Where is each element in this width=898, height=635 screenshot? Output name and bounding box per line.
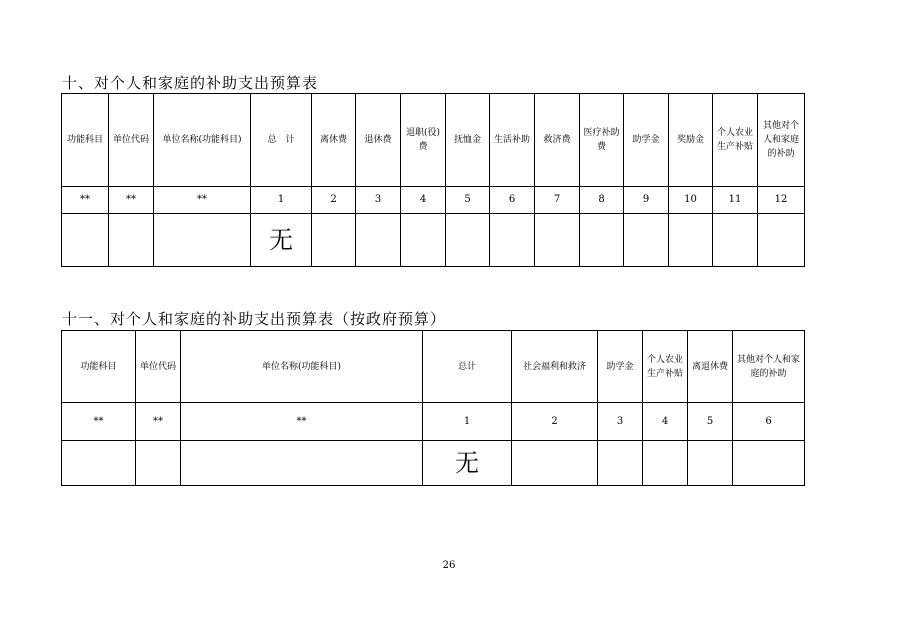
data-cell bbox=[446, 214, 490, 267]
code-cell: 2 bbox=[512, 403, 598, 441]
data-cell bbox=[401, 214, 446, 267]
code-cell: 4 bbox=[643, 403, 688, 441]
empty-indicator: 无 bbox=[423, 441, 512, 486]
header-cell: 单位名称(功能科目) bbox=[154, 94, 251, 187]
code-cell: 11 bbox=[713, 187, 758, 214]
header-cell: 单位名称(功能科目) bbox=[181, 331, 423, 403]
data-cell bbox=[598, 441, 643, 486]
empty-indicator: 无 bbox=[251, 214, 312, 267]
code-cell: ** bbox=[154, 187, 251, 214]
table2-data-row bbox=[62, 441, 805, 486]
code-cell: 9 bbox=[624, 187, 669, 214]
code-cell: 6 bbox=[490, 187, 535, 214]
table1-code-row bbox=[62, 187, 805, 214]
data-cell bbox=[490, 214, 535, 267]
data-cell bbox=[535, 214, 580, 267]
table2-code-row bbox=[62, 403, 805, 441]
code-cell: ** bbox=[62, 403, 136, 441]
table2 bbox=[61, 330, 805, 486]
data-cell bbox=[643, 441, 688, 486]
code-cell: ** bbox=[136, 403, 181, 441]
data-cell bbox=[109, 214, 154, 267]
code-cell: 3 bbox=[356, 187, 401, 214]
code-cell: 5 bbox=[688, 403, 733, 441]
code-cell: 7 bbox=[535, 187, 580, 214]
table2-title: 十一、对个人和家庭的补助支出预算表（按政府预算） bbox=[62, 310, 447, 328]
code-cell: 2 bbox=[312, 187, 356, 214]
data-cell bbox=[154, 214, 251, 267]
header-cell: 单位代码 bbox=[109, 94, 154, 187]
data-cell bbox=[580, 214, 624, 267]
header-cell: 救济费 bbox=[535, 94, 580, 187]
table1-title: 十、对个人和家庭的补助支出预算表 bbox=[62, 74, 319, 92]
code-cell: ** bbox=[181, 403, 423, 441]
data-cell bbox=[758, 214, 805, 267]
data-cell bbox=[713, 214, 758, 267]
data-cell bbox=[62, 441, 136, 486]
code-cell: 5 bbox=[446, 187, 490, 214]
header-cell: 助学金 bbox=[598, 331, 643, 403]
data-cell bbox=[512, 441, 598, 486]
header-cell: 功能科目 bbox=[62, 331, 136, 403]
data-cell bbox=[733, 441, 805, 486]
page-number: 26 bbox=[442, 560, 456, 571]
header-cell: 生活补助 bbox=[490, 94, 535, 187]
data-cell bbox=[62, 214, 109, 267]
header-cell: 功能科目 bbox=[62, 94, 109, 187]
header-cell: 离退休费 bbox=[688, 331, 733, 403]
table1 bbox=[61, 93, 805, 267]
table1-data-row bbox=[62, 214, 805, 267]
data-cell bbox=[136, 441, 181, 486]
header-cell: 抚恤金 bbox=[446, 94, 490, 187]
table1-header-row bbox=[62, 94, 805, 187]
code-cell: 12 bbox=[758, 187, 805, 214]
code-cell: 10 bbox=[669, 187, 713, 214]
code-cell: ** bbox=[109, 187, 154, 214]
data-cell bbox=[356, 214, 401, 267]
header-cell: 总计 bbox=[423, 331, 512, 403]
header-cell: 其他对个人和家庭的补助 bbox=[758, 94, 805, 187]
code-cell: 1 bbox=[251, 187, 312, 214]
code-cell: 6 bbox=[733, 403, 805, 441]
table2-header-row bbox=[62, 331, 805, 403]
header-cell: 医疗补助费 bbox=[580, 94, 624, 187]
data-cell bbox=[688, 441, 733, 486]
code-cell: 3 bbox=[598, 403, 643, 441]
header-cell: 助学金 bbox=[624, 94, 669, 187]
header-cell: 个人农业生产补贴 bbox=[643, 331, 688, 403]
code-cell: 4 bbox=[401, 187, 446, 214]
header-cell: 退休费 bbox=[356, 94, 401, 187]
data-cell bbox=[669, 214, 713, 267]
data-cell bbox=[181, 441, 423, 486]
code-cell: 1 bbox=[423, 403, 512, 441]
header-cell: 奖励金 bbox=[669, 94, 713, 187]
header-cell: 社会福利和救济 bbox=[512, 331, 598, 403]
header-cell: 个人农业生产补贴 bbox=[713, 94, 758, 187]
code-cell: 8 bbox=[580, 187, 624, 214]
header-cell: 其他对个人和家庭的补助 bbox=[733, 331, 805, 403]
header-cell: 单位代码 bbox=[136, 331, 181, 403]
header-cell: 离休费 bbox=[312, 94, 356, 187]
header-cell: 总 计 bbox=[251, 94, 312, 187]
header-cell: 退职(役)费 bbox=[401, 94, 446, 187]
data-cell bbox=[624, 214, 669, 267]
code-cell: ** bbox=[62, 187, 109, 214]
data-cell bbox=[312, 214, 356, 267]
